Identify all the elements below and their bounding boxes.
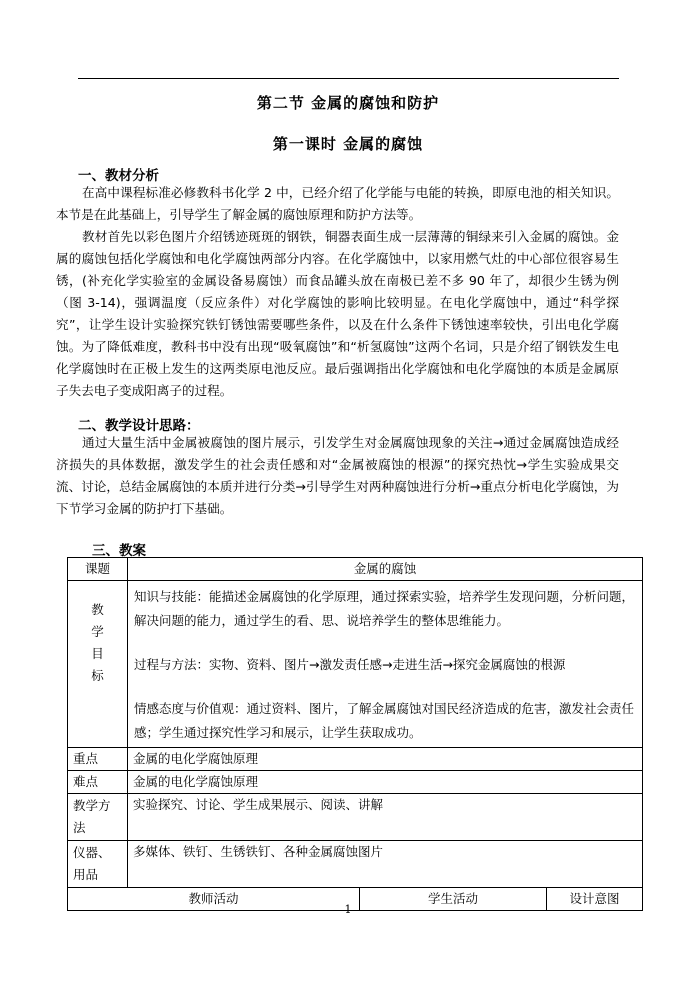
section2-heading: 二、教学设计思路： [78,418,200,434]
goal-emotion: 情感态度与价值观：通过资料、图片，了解金属腐蚀对国民经济造成的危害，激发社会责任感；学生通过探究性学习和展示，让学生获取成功。 [134,701,635,740]
key-point-value: 金属的电化学腐蚀原理 [128,748,643,771]
section3-heading: 三、教案 [92,543,146,559]
table-row [68,581,643,748]
equipment-label: 仪器、用品 [68,841,128,888]
document-title: 第二节 金属的腐蚀和防护 [256,94,440,112]
col-teacher-activity: 教师活动 [68,888,360,911]
lesson-plan-table [67,557,643,911]
page-number: 1 [344,903,352,916]
table-row [68,841,643,888]
section1-paragraph-2: 教材首先以彩色图片介绍锈迹斑斑的钢铁，铜器表面生成一层薄薄的铜绿来引入金属的腐蚀。金属的腐蚀包括化学腐蚀和电化学腐蚀两部分内容。在化学腐蚀中，以家用燃气灶的中心部位很容易生锈，(补充化学实验室的金属设备易腐蚀）而食品罐头放在南极已差不多 90 年了，却很少生锈为例（图 3-14)，强调温度（反应条件）对化学腐蚀的影响比较明显。在电化学腐蚀中，通过“科学探究”，让学生设计实验探究铁钉锈蚀需要哪些条件，以及在什么条件下锈蚀速率较快，引出电化学腐蚀。为了降低难度，教科书中没有出现“吸氧腐蚀”和“析氢腐蚀”这两个名词，只是介绍了钢铁发生电化学腐蚀时在正极上发生的这两类原电池反应。最后强调指出化学腐蚀和电化学腐蚀的本质是金属原子失去电子变成阳离子的过程。 [56,229,619,398]
header-rule [78,78,619,79]
table-row [68,794,643,841]
table-row [68,748,643,771]
method-label: 教学方法 [68,794,128,841]
topic-value: 金属的腐蚀 [128,558,643,581]
col-student-activity: 学生活动 [360,888,547,911]
equipment-value: 多媒体、铁钉、生锈铁钉、各种金属腐蚀图片 [128,841,643,888]
table-row [68,558,643,581]
section1-paragraph-1: 在高中课程标准必修教科书化学 2 中，已经介绍了化学能与电能的转换，即原电池的相关知识。本节是在此基础上，引导学生了解金属的腐蚀原理和防护方法等。 [56,185,619,222]
goal-knowledge: 知识与技能：能描述金属腐蚀的化学原理，通过探索实验，培养学生发现问题，分析问题，解决问题的能力，通过学生的看、思、说培养学生的整体思维能力。 [134,589,635,628]
difficulty-value: 金属的电化学腐蚀原理 [128,771,643,794]
goal-content [128,581,643,748]
method-value: 实验探究、讨论、学生成果展示、阅读、讲解 [128,794,643,841]
col-design-intent: 设计意图 [547,888,643,911]
key-point-label: 重点 [68,748,128,771]
section1-heading: 一、教材分析 [78,168,159,184]
section2-paragraph: 通过大量生活中金属被腐蚀的图片展示，引发学生对金属腐蚀现象的关注→通过金属腐蚀造成经济损失的具体数据，激发学生的社会责任感和对“金属被腐蚀的根源”的探究热忱→学生实验成果交流、讨论，总结金属腐蚀的本质并进行分类→引导学生对两种腐蚀进行分析→重点分析电化学腐蚀，为下节学习金属的防护打下基础。 [56,435,619,516]
topic-label: 课题 [68,558,128,581]
table-row [68,771,643,794]
difficulty-label: 难点 [68,771,128,794]
goal-label: 教 学 目 标 [68,581,128,748]
document-subtitle: 第一课时 金属的腐蚀 [272,135,424,153]
goal-process: 过程与方法：实物、资料、图片→激发责任感→走进生活→探究金属腐蚀的根源 [134,657,566,672]
